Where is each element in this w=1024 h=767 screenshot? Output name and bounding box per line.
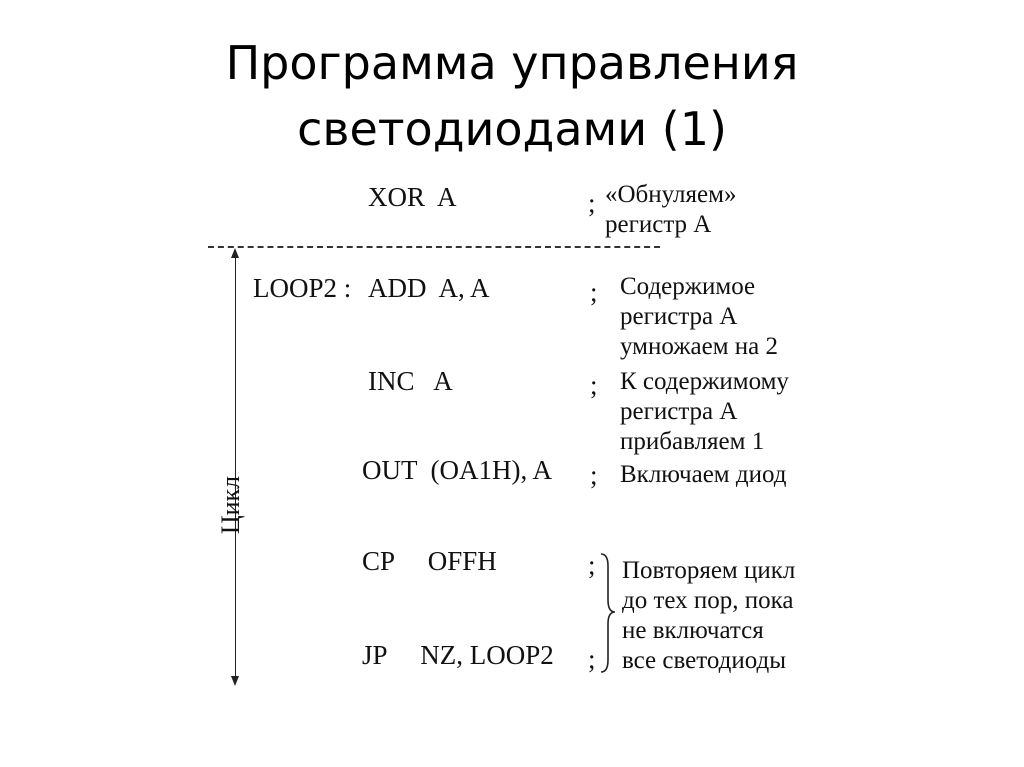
slide-title: [0, 30, 1024, 162]
comment-add: Содержимое регистра А умножаем на 2: [620, 273, 779, 360]
cycle-bracket-line: [235, 252, 236, 678]
curly-brace-icon: [598, 552, 620, 674]
instr-jp: JP NZ, LOOP2: [362, 640, 554, 670]
title-line-1: Программа управления: [225, 36, 799, 90]
semicolon: ;: [588, 550, 596, 580]
comment-inc: К содержимому регистра А прибавляем 1: [620, 368, 789, 455]
semicolon: ;: [590, 460, 598, 490]
instr-inc: INC A: [368, 366, 453, 396]
instr-cp: CP OFFH: [362, 546, 497, 576]
semicolon: ;: [590, 370, 598, 400]
comment-out: Включаем диод: [620, 461, 787, 488]
title-line-2: светодиодами (1): [297, 102, 727, 156]
instr-out: OUT (OA1H), A: [362, 455, 552, 485]
semicolon: ;: [590, 277, 598, 307]
instr-add: ADD A, A: [368, 273, 490, 303]
comment-group: Повторяем цикл до тех пор, пока не включатся все светодиоды: [622, 557, 796, 674]
comment-xor: «Обнуляем» регистр А: [605, 181, 737, 238]
instr-xor: XOR A: [368, 182, 457, 212]
arrow-down-icon: [231, 676, 239, 686]
dashed-separator: [208, 246, 660, 248]
semicolon: ;: [588, 644, 596, 674]
label-loop2: LOOP2 :: [253, 273, 352, 303]
semicolon: ;: [588, 188, 596, 218]
cycle-label: Цикл: [216, 475, 245, 535]
